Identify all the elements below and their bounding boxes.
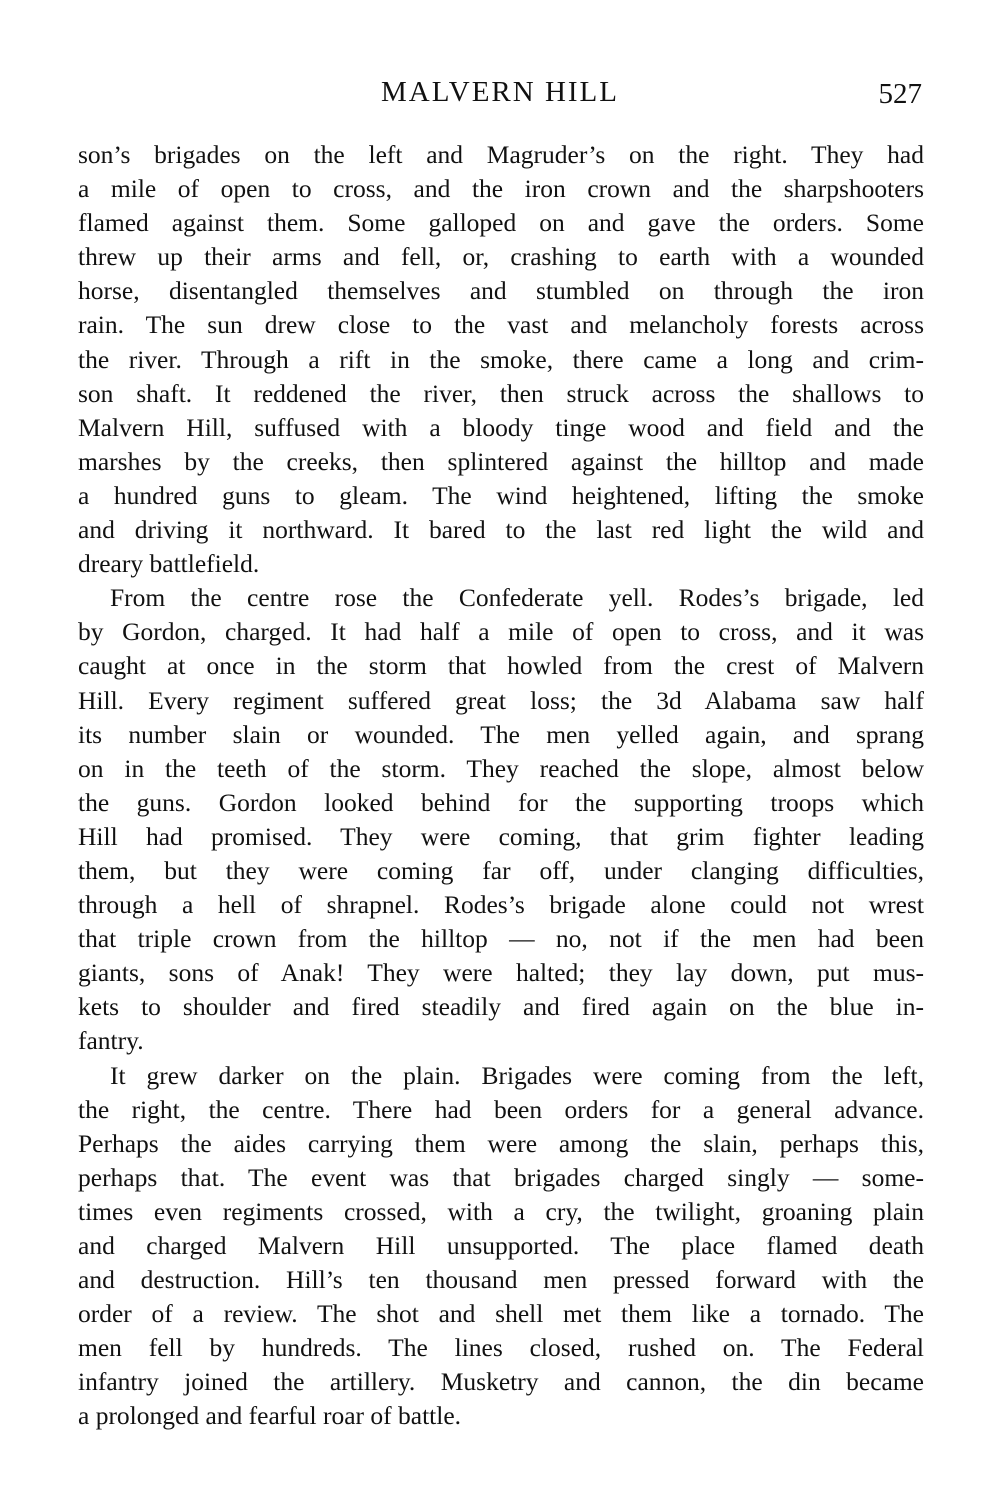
text-line: Malvern Hill, suffused with a bloody tinge wood and field and the [78,412,924,442]
text-line: through a hell of shrapnel. Rodes’s brigade alone could not wrest [78,890,924,920]
text-line: Hill. Every regiment suffered great loss; the 3d Alabama saw half [78,685,924,715]
text-line: times even regiments crossed, with a cry, the twilight, groaning plain [78,1196,924,1226]
text-line: and driving it northward. It bared to the last red light the wild and [78,515,924,545]
paragraph-end-line: fantry. [78,1026,144,1056]
text-line: and destruction. Hill’s ten thousand men pressed forward with the [78,1265,924,1295]
paragraph-end-line: dreary battlefield. [78,549,260,579]
text-line: order of a review. The shot and shell met them like a tornado. The [78,1299,924,1329]
text-line: them, but they were coming far off, under clanging difficulties, [78,855,924,885]
text-line: a hundred guns to gleam. The wind heightened, lifting the smoke [78,480,924,510]
text-line: caught at once in the storm that howled from the crest of Malvern [78,651,924,681]
text-line: Hill had promised. They were coming, that grim fighter leading [78,821,924,851]
text-line: giants, sons of Anak! They were halted; they lay down, put mus- [78,958,924,988]
text-line: kets to shoulder and fired steadily and fired again on the blue in- [78,992,924,1022]
text-line: by Gordon, charged. It had half a mile of open to cross, and it was [78,617,924,647]
text-line: that triple crown from the hilltop — no, not if the men had been [78,924,924,954]
paragraph-start-line: From the centre rose the Confederate yell. Rodes’s brigade, led [110,583,924,613]
text-line: marshes by the creeks, then splintered against the hilltop and made [78,446,924,476]
paragraph-start-line: It grew darker on the plain. Brigades were coming from the left, [110,1060,924,1090]
text-line: infantry joined the artillery. Musketry and cannon, the din became [78,1367,924,1397]
text-line: the guns. Gordon looked behind for the supporting troops which [78,787,924,817]
text-line: a mile of open to cross, and the iron crown and the sharpshooters [78,174,924,204]
text-line: and charged Malvern Hill unsupported. The place flamed death [78,1231,924,1260]
text-line: on in the teeth of the storm. They reached the slope, almost below [78,753,924,783]
paragraph-end-line: a prolonged and fearful roar of battle. [78,1401,462,1431]
text-line: the right, the centre. There had been orders for a general advance. [78,1094,924,1124]
text-line: perhaps that. The event was that brigades charged singly — some- [78,1162,924,1192]
text-line: horse, disentangled themselves and stumbled on through the iron [78,276,924,306]
text-line: its number slain or wounded. The men yelled again, and sprang [78,719,924,749]
text-line: the river. Through a rift in the smoke, there came a long and crim- [78,344,924,374]
text-line: son shaft. It reddened the river, then struck across the shallows to [78,378,924,408]
text-line: flamed against them. Some galloped on and gave the orders. Some [78,208,924,238]
running-head [78,72,922,112]
page-number: 527 [878,78,922,110]
text-line: threw up their arms and fell, or, crashing to earth with a wounded [78,242,924,272]
text-line: rain. The sun drew close to the vast and melancholy forests across [78,310,924,340]
text-line: Perhaps the aides carrying them were among the slain, perhaps this, [78,1128,924,1158]
text-line: son’s brigades on the left and Magruder’s on the right. They had [78,140,924,169]
running-title: MALVERN HILL [380,76,619,108]
text-line: men fell by hundreds. The lines closed, rushed on. The Federal [78,1333,924,1363]
body-text [78,138,924,1434]
